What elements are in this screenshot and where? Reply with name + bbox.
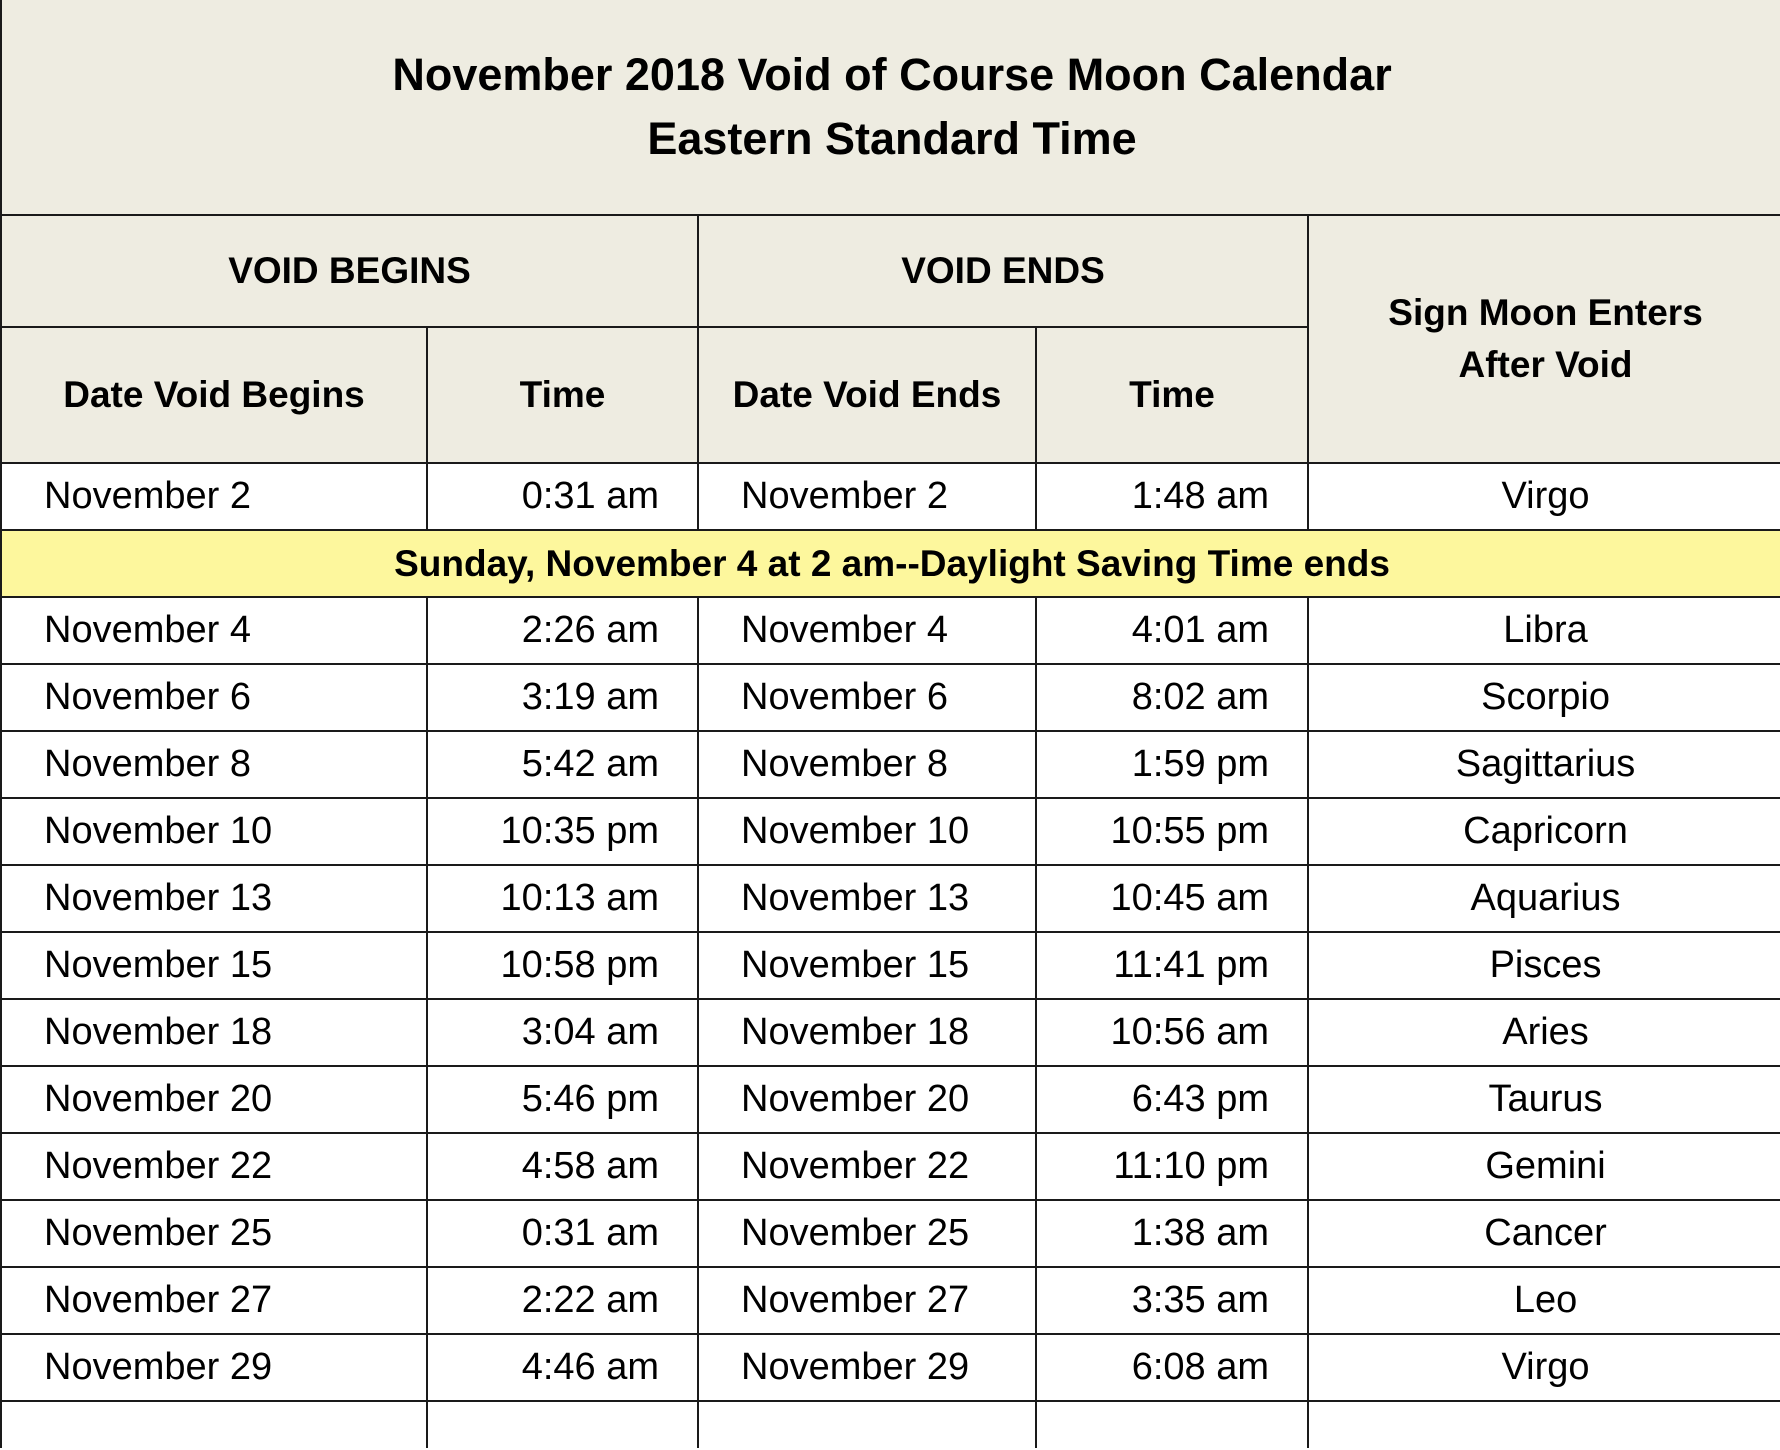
table-row: [1, 1200, 1780, 1267]
header-time-begins: Time: [427, 327, 698, 463]
end-time-cell: 6:43 pm: [1036, 1066, 1308, 1133]
begin-time-cell: 0:31 am: [427, 463, 698, 530]
table-row: [1, 597, 1780, 664]
end-time-cell: 1:48 am: [1036, 463, 1308, 530]
begin-time-cell: 10:13 am: [427, 865, 698, 932]
begin-date-cell: November 6: [1, 664, 427, 731]
table-row: [1, 865, 1780, 932]
end-time-cell: 1:38 am: [1036, 1200, 1308, 1267]
header-sign-line-1: Sign Moon Enters: [1388, 292, 1703, 333]
table-row: [1, 731, 1780, 798]
end-time-cell: 11:41 pm: [1036, 932, 1308, 999]
end-time-cell: 8:02 am: [1036, 664, 1308, 731]
title-line-1: November 2018 Void of Course Moon Calendar: [392, 49, 1392, 100]
begin-time-cell: 5:46 pm: [427, 1066, 698, 1133]
begin-date-cell: November 13: [1, 865, 427, 932]
begin-date-cell: November 2: [1, 463, 427, 530]
end-date-cell: November 10: [698, 798, 1036, 865]
table-row: [1, 1133, 1780, 1200]
sign-cell: Virgo: [1308, 463, 1780, 530]
dst-notice: Sunday, November 4 at 2 am--Daylight Saving Time ends: [1, 530, 1780, 597]
begin-date-cell: November 4: [1, 597, 427, 664]
begin-date-cell: November 22: [1, 1133, 427, 1200]
table-row: [1, 1334, 1780, 1401]
header-time-ends: Time: [1036, 327, 1308, 463]
begin-date-cell: November 29: [1, 1334, 427, 1401]
end-date-cell: November 22: [698, 1133, 1036, 1200]
header-date-void-ends: Date Void Ends: [698, 327, 1036, 463]
end-date-cell: November 27: [698, 1267, 1036, 1334]
dst-notice-row: [1, 530, 1780, 597]
end-time-cell: 10:45 am: [1036, 865, 1308, 932]
sign-cell: Aries: [1308, 999, 1780, 1066]
begin-time-cell: 3:04 am: [427, 999, 698, 1066]
sign-cell: Sagittarius: [1308, 731, 1780, 798]
empty-cell: [1, 1401, 427, 1448]
sign-cell: Leo: [1308, 1267, 1780, 1334]
begin-time-cell: 4:58 am: [427, 1133, 698, 1200]
sign-cell: Taurus: [1308, 1066, 1780, 1133]
sign-cell: Pisces: [1308, 932, 1780, 999]
end-time-cell: 1:59 pm: [1036, 731, 1308, 798]
end-date-cell: November 8: [698, 731, 1036, 798]
begin-date-cell: November 20: [1, 1066, 427, 1133]
end-date-cell: November 2: [698, 463, 1036, 530]
sign-cell: Libra: [1308, 597, 1780, 664]
header-sign-moon-enters: [1308, 215, 1780, 463]
end-time-cell: 4:01 am: [1036, 597, 1308, 664]
sign-cell: Cancer: [1308, 1200, 1780, 1267]
table-row: [1, 1066, 1780, 1133]
empty-cell: [427, 1401, 698, 1448]
table-row: [1, 1267, 1780, 1334]
sign-cell: Virgo: [1308, 1334, 1780, 1401]
empty-cell: [1308, 1401, 1780, 1448]
begin-time-cell: 2:26 am: [427, 597, 698, 664]
table-row: [1, 798, 1780, 865]
begin-time-cell: 2:22 am: [427, 1267, 698, 1334]
begin-time-cell: 4:46 am: [427, 1334, 698, 1401]
table-row: [1, 999, 1780, 1066]
begin-date-cell: November 10: [1, 798, 427, 865]
end-date-cell: November 15: [698, 932, 1036, 999]
begin-date-cell: November 25: [1, 1200, 427, 1267]
header-date-void-begins: Date Void Begins: [1, 327, 427, 463]
end-time-cell: 6:08 am: [1036, 1334, 1308, 1401]
empty-cell: [1036, 1401, 1308, 1448]
header-void-ends: VOID ENDS: [698, 215, 1308, 327]
table-row: [1, 463, 1780, 530]
end-time-cell: 3:35 am: [1036, 1267, 1308, 1334]
end-date-cell: November 25: [698, 1200, 1036, 1267]
empty-cell: [698, 1401, 1036, 1448]
end-date-cell: November 13: [698, 865, 1036, 932]
end-date-cell: November 4: [698, 597, 1036, 664]
begin-time-cell: 10:58 pm: [427, 932, 698, 999]
sign-cell: Capricorn: [1308, 798, 1780, 865]
begin-time-cell: 3:19 am: [427, 664, 698, 731]
table-row: [1, 932, 1780, 999]
begin-date-cell: November 27: [1, 1267, 427, 1334]
begin-date-cell: November 15: [1, 932, 427, 999]
begin-time-cell: 0:31 am: [427, 1200, 698, 1267]
empty-row: [1, 1401, 1780, 1448]
end-time-cell: 10:55 pm: [1036, 798, 1308, 865]
begin-time-cell: 10:35 pm: [427, 798, 698, 865]
end-date-cell: November 6: [698, 664, 1036, 731]
header-sign-line-2: After Void: [1458, 344, 1633, 385]
table-row: [1, 664, 1780, 731]
end-time-cell: 10:56 am: [1036, 999, 1308, 1066]
sign-cell: Aquarius: [1308, 865, 1780, 932]
header-void-begins: VOID BEGINS: [1, 215, 698, 327]
sign-cell: Gemini: [1308, 1133, 1780, 1200]
end-time-cell: 11:10 pm: [1036, 1133, 1308, 1200]
begin-date-cell: November 8: [1, 731, 427, 798]
page-title: [1, 0, 1780, 215]
end-date-cell: November 18: [698, 999, 1036, 1066]
end-date-cell: November 29: [698, 1334, 1036, 1401]
begin-time-cell: 5:42 am: [427, 731, 698, 798]
begin-date-cell: November 18: [1, 999, 427, 1066]
title-line-2: Eastern Standard Time: [647, 113, 1137, 164]
sign-cell: Scorpio: [1308, 664, 1780, 731]
end-date-cell: November 20: [698, 1066, 1036, 1133]
